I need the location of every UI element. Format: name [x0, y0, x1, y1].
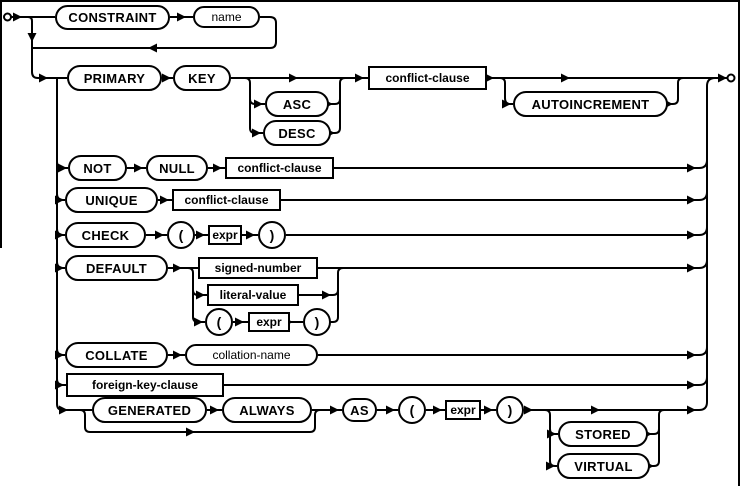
rail-literal-return: [299, 290, 338, 295]
ref-foreign-key-clause[interactable]: foreign-key-clause: [66, 373, 224, 397]
lparen-generated: (: [398, 396, 426, 424]
nonterminal-collation-name: collation-name: [185, 344, 318, 366]
ref-conflict-clause-2[interactable]: conflict-clause: [225, 157, 334, 179]
rail-fkc-end: [224, 377, 707, 385]
keyword-default: DEFAULT: [65, 255, 168, 281]
rail-autoinc-down: [500, 78, 513, 104]
keyword-collate: COLLATE: [65, 342, 168, 368]
keyword-constraint: CONSTRAINT: [55, 5, 170, 30]
rail-grp-end: [524, 402, 707, 410]
keyword-key: KEY: [173, 65, 231, 91]
keyword-as: AS: [342, 398, 377, 422]
keyword-primary: PRIMARY: [67, 65, 162, 91]
end-terminal-icon: [728, 75, 735, 82]
nonterminal-name: name: [193, 6, 260, 28]
frame-top-border: [0, 0, 740, 2]
rparen-default: ): [303, 308, 331, 336]
rparen-generated: ): [496, 396, 524, 424]
rail-signed-end: [318, 260, 707, 268]
rail-ascdesc-up: [340, 78, 345, 128]
rail-stored-down: [545, 410, 557, 466]
keyword-virtual: VIRTUAL: [557, 453, 650, 479]
rail-collate-end: [318, 347, 707, 355]
ref-conflict-clause-3[interactable]: conflict-clause: [172, 189, 281, 211]
ref-expr-generated[interactable]: expr: [445, 400, 481, 420]
keyword-not: NOT: [68, 155, 127, 181]
rail-unique-end: [281, 192, 707, 200]
ref-signed-number[interactable]: signed-number: [198, 257, 318, 279]
rail-collector: [707, 78, 715, 402]
lparen-default: (: [205, 308, 233, 336]
lparen-check: (: [167, 221, 195, 249]
ref-literal-value[interactable]: literal-value: [207, 284, 299, 306]
keyword-generated: GENERATED: [92, 397, 207, 423]
keyword-null: NULL: [146, 155, 208, 181]
keyword-autoincrement: AUTOINCREMENT: [513, 91, 668, 117]
rail-check-end: [286, 227, 707, 235]
rail-autoinc-return: [668, 78, 683, 104]
start-terminal-icon: [4, 14, 11, 21]
rail-not-end: [334, 160, 707, 168]
frame-left-border: [0, 0, 2, 248]
ref-expr-check[interactable]: expr: [208, 225, 242, 245]
keyword-check: CHECK: [65, 222, 146, 248]
keyword-unique: UNIQUE: [65, 187, 158, 213]
keyword-stored: STORED: [558, 421, 648, 447]
keyword-desc: DESC: [263, 120, 331, 146]
rparen-check: ): [258, 221, 286, 249]
ref-expr-default[interactable]: expr: [248, 312, 290, 332]
ref-conflict-clause-1[interactable]: conflict-clause: [368, 66, 487, 90]
rail-storedvirtual-up: [659, 410, 664, 461]
keyword-always: ALWAYS: [222, 397, 312, 423]
keyword-asc: ASC: [265, 91, 329, 117]
